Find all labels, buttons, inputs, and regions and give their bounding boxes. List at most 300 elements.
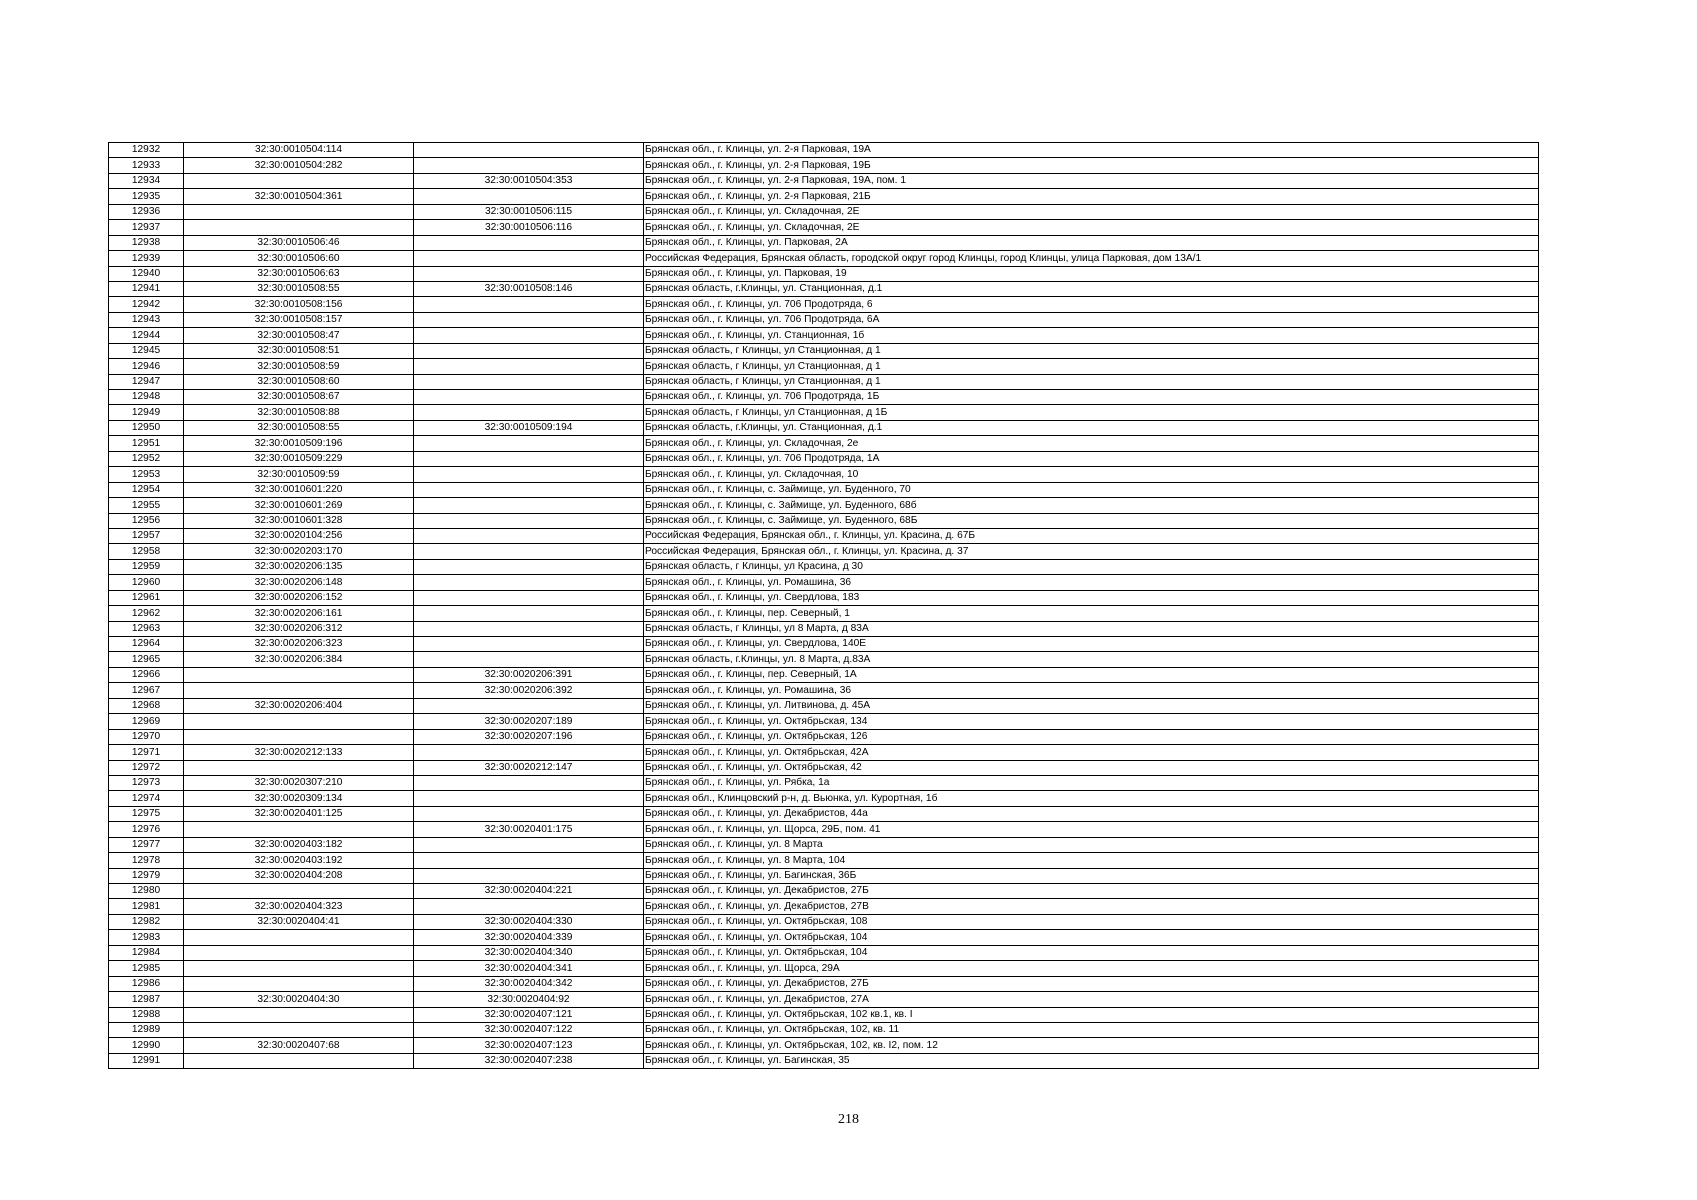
address-cell: Брянская обл., г. Клинцы, ул. Станционная, 1б [644, 328, 1539, 343]
related-cadastral-number-cell: 32:30:0020404:342 [414, 976, 644, 991]
address-cell: Брянская обл., г. Клинцы, ул. Ромашина, 36 [644, 683, 1539, 698]
table-row [109, 930, 1539, 945]
cadastral-number-cell [184, 729, 414, 744]
related-cadastral-number-cell: 32:30:0020404:330 [414, 914, 644, 929]
table-row [109, 436, 1539, 451]
related-cadastral-number-cell [414, 745, 644, 760]
cadastral-number-cell: 32:30:0020307:210 [184, 775, 414, 790]
address-cell: Брянская обл., г. Клинцы, ул. 2-я Парковая, 19А, пом. 1 [644, 173, 1539, 188]
cadastral-number-cell: 32:30:0010504:361 [184, 189, 414, 204]
related-cadastral-number-cell: 32:30:0020212:147 [414, 760, 644, 775]
cadastral-number-cell: 32:30:0020404:323 [184, 899, 414, 914]
row-number-cell: 12957 [109, 528, 184, 543]
cadastral-number-cell [184, 714, 414, 729]
row-number-cell: 12985 [109, 961, 184, 976]
row-number-cell: 12982 [109, 914, 184, 929]
table-row [109, 173, 1539, 188]
cadastral-number-cell: 32:30:0020206:384 [184, 652, 414, 667]
row-number-cell: 12942 [109, 297, 184, 312]
row-number-cell: 12954 [109, 482, 184, 497]
cadastral-number-cell: 32:30:0020206:323 [184, 637, 414, 652]
table-row [109, 806, 1539, 821]
related-cadastral-number-cell: 32:30:0020401:175 [414, 822, 644, 837]
related-cadastral-number-cell [414, 405, 644, 420]
row-number-cell: 12939 [109, 251, 184, 266]
address-cell: Брянская обл., г. Клинцы, ул. 8 Марта [644, 837, 1539, 852]
cadastral-number-cell: 32:30:0020203:170 [184, 544, 414, 559]
address-cell: Брянская обл., г. Клинцы, ул. Багинская, 36Б [644, 868, 1539, 883]
address-cell: Брянская обл., г. Клинцы, ул. Октябрьская, 126 [644, 729, 1539, 744]
table-row [109, 775, 1539, 790]
row-number-cell: 12973 [109, 775, 184, 790]
related-cadastral-number-cell [414, 606, 644, 621]
cadastral-number-cell: 32:30:0010508:55 [184, 281, 414, 296]
related-cadastral-number-cell: 32:30:0010506:116 [414, 220, 644, 235]
cadastral-number-cell: 32:30:0010509:229 [184, 451, 414, 466]
address-cell: Брянская обл., г. Клинцы, ул. Щорса, 29А [644, 961, 1539, 976]
related-cadastral-number-cell [414, 235, 644, 250]
cadastral-number-cell: 32:30:0010508:59 [184, 359, 414, 374]
cadastral-number-cell: 32:30:0010601:269 [184, 498, 414, 513]
row-number-cell: 12950 [109, 420, 184, 435]
address-cell: Брянская обл., г. Клинцы, ул. Щорса, 29Б, пом. 41 [644, 822, 1539, 837]
table-row [109, 914, 1539, 929]
related-cadastral-number-cell [414, 590, 644, 605]
cadastral-number-cell: 32:30:0020104:256 [184, 528, 414, 543]
row-number-cell: 12991 [109, 1053, 184, 1068]
related-cadastral-number-cell [414, 652, 644, 667]
cadastral-number-cell: 32:30:0020206:135 [184, 559, 414, 574]
table-row [109, 1053, 1539, 1068]
related-cadastral-number-cell: 32:30:0020206:391 [414, 667, 644, 682]
row-number-cell: 12956 [109, 513, 184, 528]
cadastral-number-cell [184, 1022, 414, 1037]
row-number-cell: 12965 [109, 652, 184, 667]
table-row [109, 467, 1539, 482]
related-cadastral-number-cell [414, 528, 644, 543]
cadastral-number-cell: 32:30:0010509:196 [184, 436, 414, 451]
related-cadastral-number-cell [414, 637, 644, 652]
row-number-cell: 12986 [109, 976, 184, 991]
related-cadastral-number-cell [414, 251, 644, 266]
address-cell: Брянская обл., г. Клинцы, ул. 706 Продотряда, 6А [644, 312, 1539, 327]
row-number-cell: 12978 [109, 853, 184, 868]
table-row [109, 143, 1539, 158]
table-row [109, 158, 1539, 173]
table-row [109, 420, 1539, 435]
related-cadastral-number-cell [414, 143, 644, 158]
related-cadastral-number-cell: 32:30:0020404:340 [414, 945, 644, 960]
address-cell: Брянская обл., г. Клинцы, ул. Декабристов, 27В [644, 899, 1539, 914]
row-number-cell: 12949 [109, 405, 184, 420]
related-cadastral-number-cell [414, 312, 644, 327]
cadastral-number-cell: 32:30:0020404:41 [184, 914, 414, 929]
address-cell: Брянская область, г Клинцы, ул Красина, д 30 [644, 559, 1539, 574]
cadastral-number-cell: 32:30:0010508:51 [184, 343, 414, 358]
table-row [109, 328, 1539, 343]
table-row [109, 822, 1539, 837]
cadastral-number-cell [184, 884, 414, 899]
table-row [109, 899, 1539, 914]
address-cell: Российская Федерация, Брянская обл., г. Клинцы, ул. Красина, д. 37 [644, 544, 1539, 559]
related-cadastral-number-cell: 32:30:0020407:122 [414, 1022, 644, 1037]
row-number-cell: 12951 [109, 436, 184, 451]
table-row [109, 266, 1539, 281]
address-cell: Брянская обл., г. Клинцы, ул. Октябрьская, 108 [644, 914, 1539, 929]
row-number-cell: 12967 [109, 683, 184, 698]
row-number-cell: 12953 [109, 467, 184, 482]
table-row [109, 482, 1539, 497]
row-number-cell: 12970 [109, 729, 184, 744]
related-cadastral-number-cell [414, 621, 644, 636]
address-cell: Брянская область, г Клинцы, ул Станционная, д 1Б [644, 405, 1539, 420]
address-cell: Брянская обл., г. Клинцы, ул. Складочная, 2Е [644, 220, 1539, 235]
address-cell: Брянская обл., г. Клинцы, ул. Складочная, 2е [644, 436, 1539, 451]
table-row [109, 992, 1539, 1007]
row-number-cell: 12966 [109, 667, 184, 682]
row-number-cell: 12947 [109, 374, 184, 389]
address-cell: Брянская область, г Клинцы, ул 8 Марта, д 83А [644, 621, 1539, 636]
table-row [109, 945, 1539, 960]
address-cell: Брянская область, г.Клинцы, ул. Станционная, д.1 [644, 420, 1539, 435]
cadastral-number-cell: 32:30:0010504:282 [184, 158, 414, 173]
related-cadastral-number-cell: 32:30:0020404:339 [414, 930, 644, 945]
cadastral-number-cell [184, 683, 414, 698]
cadastral-number-cell: 32:30:0010508:55 [184, 420, 414, 435]
table-row [109, 698, 1539, 713]
row-number-cell: 12933 [109, 158, 184, 173]
address-cell: Брянская область, г.Клинцы, ул. Станционная, д.1 [644, 281, 1539, 296]
table-row [109, 220, 1539, 235]
address-cell: Брянская обл., г. Клинцы, ул. Октябрьская, 102, кв. 11 [644, 1022, 1539, 1037]
row-number-cell: 12938 [109, 235, 184, 250]
related-cadastral-number-cell [414, 544, 644, 559]
related-cadastral-number-cell: 32:30:0020407:121 [414, 1007, 644, 1022]
table-row [109, 251, 1539, 266]
cadastral-number-cell: 32:30:0020403:182 [184, 837, 414, 852]
registry-table [108, 142, 1539, 1069]
row-number-cell: 12968 [109, 698, 184, 713]
related-cadastral-number-cell: 32:30:0020404:221 [414, 884, 644, 899]
address-cell: Брянская обл., г. Клинцы, с. Займище, ул. Буденного, 68б [644, 498, 1539, 513]
cadastral-number-cell: 32:30:0010508:157 [184, 312, 414, 327]
cadastral-number-cell: 32:30:0020206:152 [184, 590, 414, 605]
table-row [109, 297, 1539, 312]
table-row [109, 451, 1539, 466]
address-cell: Брянская обл., г. Клинцы, ул. Литвинова, д. 45А [644, 698, 1539, 713]
cadastral-number-cell [184, 1007, 414, 1022]
table-row [109, 374, 1539, 389]
related-cadastral-number-cell: 32:30:0010504:353 [414, 173, 644, 188]
related-cadastral-number-cell [414, 374, 644, 389]
related-cadastral-number-cell [414, 328, 644, 343]
cadastral-number-cell: 32:30:0010506:60 [184, 251, 414, 266]
row-number-cell: 12972 [109, 760, 184, 775]
cadastral-number-cell [184, 204, 414, 219]
related-cadastral-number-cell [414, 899, 644, 914]
address-cell: Брянская обл., г. Клинцы, ул. Парковая, 19 [644, 266, 1539, 281]
row-number-cell: 12935 [109, 189, 184, 204]
row-number-cell: 12990 [109, 1038, 184, 1053]
address-cell: Брянская обл., г. Клинцы, ул. 8 Марта, 104 [644, 853, 1539, 868]
related-cadastral-number-cell [414, 451, 644, 466]
table-row [109, 1007, 1539, 1022]
row-number-cell: 12962 [109, 606, 184, 621]
address-cell: Брянская обл., г. Клинцы, ул. Декабристов, 27А [644, 992, 1539, 1007]
row-number-cell: 12941 [109, 281, 184, 296]
related-cadastral-number-cell: 32:30:0010509:194 [414, 420, 644, 435]
related-cadastral-number-cell: 32:30:0020407:238 [414, 1053, 644, 1068]
table-row [109, 359, 1539, 374]
cadastral-number-cell: 32:30:0010504:114 [184, 143, 414, 158]
address-cell: Брянская область, г Клинцы, ул Станционная, д 1 [644, 359, 1539, 374]
address-cell: Брянская обл., г. Клинцы, ул. Декабристов, 44а [644, 806, 1539, 821]
related-cadastral-number-cell [414, 559, 644, 574]
table-row [109, 1038, 1539, 1053]
row-number-cell: 12946 [109, 359, 184, 374]
address-cell: Брянская обл., г. Клинцы, ул. 706 Продотряда, 1Б [644, 390, 1539, 405]
related-cadastral-number-cell [414, 343, 644, 358]
cadastral-number-cell [184, 220, 414, 235]
table-row [109, 714, 1539, 729]
table-row [109, 590, 1539, 605]
table-row [109, 868, 1539, 883]
address-cell: Брянская область, г Клинцы, ул Станционная, д 1 [644, 374, 1539, 389]
cadastral-number-cell: 32:30:0020404:30 [184, 992, 414, 1007]
table-row [109, 621, 1539, 636]
related-cadastral-number-cell [414, 698, 644, 713]
table-row [109, 667, 1539, 682]
row-number-cell: 12971 [109, 745, 184, 760]
table-row [109, 837, 1539, 852]
related-cadastral-number-cell [414, 575, 644, 590]
address-cell: Брянская обл., г. Клинцы, ул. Свердлова, 140Е [644, 637, 1539, 652]
cadastral-number-cell: 32:30:0020407:68 [184, 1038, 414, 1053]
related-cadastral-number-cell [414, 806, 644, 821]
row-number-cell: 12959 [109, 559, 184, 574]
related-cadastral-number-cell [414, 498, 644, 513]
cadastral-number-cell [184, 667, 414, 682]
table-row [109, 498, 1539, 513]
cadastral-number-cell [184, 822, 414, 837]
row-number-cell: 12987 [109, 992, 184, 1007]
cadastral-number-cell: 32:30:0010508:60 [184, 374, 414, 389]
row-number-cell: 12976 [109, 822, 184, 837]
address-cell: Брянская обл., г. Клинцы, пер. Северный, 1А [644, 667, 1539, 682]
row-number-cell: 12955 [109, 498, 184, 513]
row-number-cell: 12937 [109, 220, 184, 235]
cadastral-number-cell: 32:30:0010506:46 [184, 235, 414, 250]
cadastral-number-cell [184, 173, 414, 188]
row-number-cell: 12936 [109, 204, 184, 219]
cadastral-number-cell [184, 976, 414, 991]
related-cadastral-number-cell [414, 853, 644, 868]
cadastral-number-cell: 32:30:0020404:208 [184, 868, 414, 883]
cadastral-number-cell: 32:30:0020403:192 [184, 853, 414, 868]
related-cadastral-number-cell [414, 189, 644, 204]
related-cadastral-number-cell [414, 837, 644, 852]
table-row [109, 637, 1539, 652]
cadastral-number-cell [184, 961, 414, 976]
table-row [109, 343, 1539, 358]
row-number-cell: 12980 [109, 884, 184, 899]
table-row [109, 235, 1539, 250]
table-row [109, 683, 1539, 698]
address-cell: Брянская обл., г. Клинцы, пер. Северный, 1 [644, 606, 1539, 621]
page-number: 218 [838, 1112, 859, 1127]
address-cell: Брянская обл., г. Клинцы, ул. Октябрьская, 104 [644, 930, 1539, 945]
cadastral-number-cell: 32:30:0010509:59 [184, 467, 414, 482]
row-number-cell: 12989 [109, 1022, 184, 1037]
address-cell: Брянская обл., г. Клинцы, ул. Ромашина, 36 [644, 575, 1539, 590]
cadastral-number-cell [184, 930, 414, 945]
cadastral-number-cell: 32:30:0020206:312 [184, 621, 414, 636]
table-row [109, 390, 1539, 405]
cadastral-number-cell: 32:30:0020309:134 [184, 791, 414, 806]
related-cadastral-number-cell: 32:30:0020206:392 [414, 683, 644, 698]
table-row [109, 513, 1539, 528]
row-number-cell: 12932 [109, 143, 184, 158]
table-row [109, 961, 1539, 976]
table-row [109, 884, 1539, 899]
cadastral-number-cell: 32:30:0020206:161 [184, 606, 414, 621]
cadastral-number-cell: 32:30:0020206:404 [184, 698, 414, 713]
address-cell: Брянская обл., г. Клинцы, ул. Рябка, 1а [644, 775, 1539, 790]
table-row [109, 853, 1539, 868]
related-cadastral-number-cell [414, 436, 644, 451]
table-row [109, 204, 1539, 219]
table-row [109, 745, 1539, 760]
table-row [109, 281, 1539, 296]
cadastral-number-cell: 32:30:0010508:156 [184, 297, 414, 312]
row-number-cell: 12983 [109, 930, 184, 945]
table-row [109, 1022, 1539, 1037]
related-cadastral-number-cell [414, 359, 644, 374]
cadastral-number-cell: 32:30:0010508:67 [184, 390, 414, 405]
row-number-cell: 12958 [109, 544, 184, 559]
cadastral-number-cell: 32:30:0010601:220 [184, 482, 414, 497]
related-cadastral-number-cell: 32:30:0020207:196 [414, 729, 644, 744]
row-number-cell: 12979 [109, 868, 184, 883]
table-row [109, 575, 1539, 590]
related-cadastral-number-cell [414, 513, 644, 528]
row-number-cell: 12943 [109, 312, 184, 327]
table-row [109, 189, 1539, 204]
address-cell: Брянская обл., г. Клинцы, ул. Декабристов, 27Б [644, 976, 1539, 991]
related-cadastral-number-cell: 32:30:0010508:146 [414, 281, 644, 296]
related-cadastral-number-cell [414, 775, 644, 790]
row-number-cell: 12940 [109, 266, 184, 281]
row-number-cell: 12974 [109, 791, 184, 806]
address-cell: Брянская обл., г. Клинцы, ул. Багинская, 35 [644, 1053, 1539, 1068]
address-cell: Брянская обл., г. Клинцы, ул. Октябрьская, 134 [644, 714, 1539, 729]
related-cadastral-number-cell: 32:30:0020404:341 [414, 961, 644, 976]
table-row [109, 544, 1539, 559]
row-number-cell: 12944 [109, 328, 184, 343]
address-cell: Брянская обл., г. Клинцы, ул. Декабристов, 27Б [644, 884, 1539, 899]
address-cell: Брянская обл., г. Клинцы, ул. Складочная, 10 [644, 467, 1539, 482]
cadastral-number-cell: 32:30:0010508:47 [184, 328, 414, 343]
table-row [109, 559, 1539, 574]
cadastral-number-cell [184, 760, 414, 775]
table-row [109, 760, 1539, 775]
table-row [109, 606, 1539, 621]
related-cadastral-number-cell [414, 868, 644, 883]
table-row [109, 976, 1539, 991]
row-number-cell: 12945 [109, 343, 184, 358]
address-cell: Брянская обл., г. Клинцы, ул. Свердлова, 183 [644, 590, 1539, 605]
address-cell: Брянская обл., г. Клинцы, ул. 2-я Парковая, 19Б [644, 158, 1539, 173]
address-cell: Брянская обл., г. Клинцы, ул. 2-я Парковая, 19А [644, 143, 1539, 158]
address-cell: Брянская область, г.Клинцы, ул. 8 Марта, д.83А [644, 652, 1539, 667]
related-cadastral-number-cell: 32:30:0020207:189 [414, 714, 644, 729]
row-number-cell: 12934 [109, 173, 184, 188]
address-cell: Брянская обл., г. Клинцы, ул. Октябрьская, 102 кв.1, кв. I [644, 1007, 1539, 1022]
row-number-cell: 12975 [109, 806, 184, 821]
address-cell: Брянская обл., г. Клинцы, ул. Октябрьская, 104 [644, 945, 1539, 960]
address-cell: Брянская обл., г. Клинцы, ул. 706 Продотряда, 1А [644, 451, 1539, 466]
row-number-cell: 12948 [109, 390, 184, 405]
row-number-cell: 12964 [109, 637, 184, 652]
address-cell: Брянская обл., г. Клинцы, ул. Октябрьская, 42 [644, 760, 1539, 775]
address-cell: Российская Федерация, Брянская обл., г. Клинцы, ул. Красина, д. 67Б [644, 528, 1539, 543]
row-number-cell: 12984 [109, 945, 184, 960]
cadastral-number-cell: 32:30:0010601:328 [184, 513, 414, 528]
address-cell: Брянская обл., г. Клинцы, ул. 706 Продотряда, 6 [644, 297, 1539, 312]
related-cadastral-number-cell: 32:30:0010506:115 [414, 204, 644, 219]
address-cell: Брянская обл., г. Клинцы, ул. Складочная, 2Е [644, 204, 1539, 219]
row-number-cell: 12961 [109, 590, 184, 605]
row-number-cell: 12960 [109, 575, 184, 590]
cadastral-number-cell [184, 1053, 414, 1068]
cadastral-number-cell [184, 945, 414, 960]
row-number-cell: 12952 [109, 451, 184, 466]
address-cell: Брянская обл., г. Клинцы, ул. 2-я Парковая, 21Б [644, 189, 1539, 204]
address-cell: Брянская обл., г. Клинцы, ул. Октябрьская, 102, кв. I2, пом. 12 [644, 1038, 1539, 1053]
cadastral-number-cell: 32:30:0010506:63 [184, 266, 414, 281]
address-cell: Брянская обл., г. Клинцы, ул. Октябрьская, 42А [644, 745, 1539, 760]
table-row [109, 652, 1539, 667]
registry-table-body [109, 143, 1539, 1069]
address-cell: Брянская обл., г. Клинцы, с. Займище, ул. Буденного, 68Б [644, 513, 1539, 528]
related-cadastral-number-cell [414, 266, 644, 281]
address-cell: Российская Федерация, Брянская область, городской округ город Клинцы, город Клинцы, улица Парковая, дом 13А/1 [644, 251, 1539, 266]
related-cadastral-number-cell: 32:30:0020407:123 [414, 1038, 644, 1053]
related-cadastral-number-cell: 32:30:0020404:92 [414, 992, 644, 1007]
related-cadastral-number-cell [414, 791, 644, 806]
row-number-cell: 12988 [109, 1007, 184, 1022]
address-cell: Брянская обл., Клинцовский р-н, д. Вьюнка, ул. Курортная, 1б [644, 791, 1539, 806]
cadastral-number-cell: 32:30:0020212:133 [184, 745, 414, 760]
cadastral-number-cell: 32:30:0020206:148 [184, 575, 414, 590]
table-row [109, 312, 1539, 327]
row-number-cell: 12963 [109, 621, 184, 636]
related-cadastral-number-cell [414, 158, 644, 173]
address-cell: Брянская область, г Клинцы, ул Станционная, д 1 [644, 343, 1539, 358]
related-cadastral-number-cell [414, 482, 644, 497]
row-number-cell: 12969 [109, 714, 184, 729]
related-cadastral-number-cell [414, 467, 644, 482]
table-row [109, 528, 1539, 543]
table-row [109, 791, 1539, 806]
related-cadastral-number-cell [414, 297, 644, 312]
table-row [109, 729, 1539, 744]
cadastral-number-cell: 32:30:0010508:88 [184, 405, 414, 420]
address-cell: Брянская обл., г. Клинцы, ул. Парковая, 2А [644, 235, 1539, 250]
row-number-cell: 12981 [109, 899, 184, 914]
table-row [109, 405, 1539, 420]
related-cadastral-number-cell [414, 390, 644, 405]
